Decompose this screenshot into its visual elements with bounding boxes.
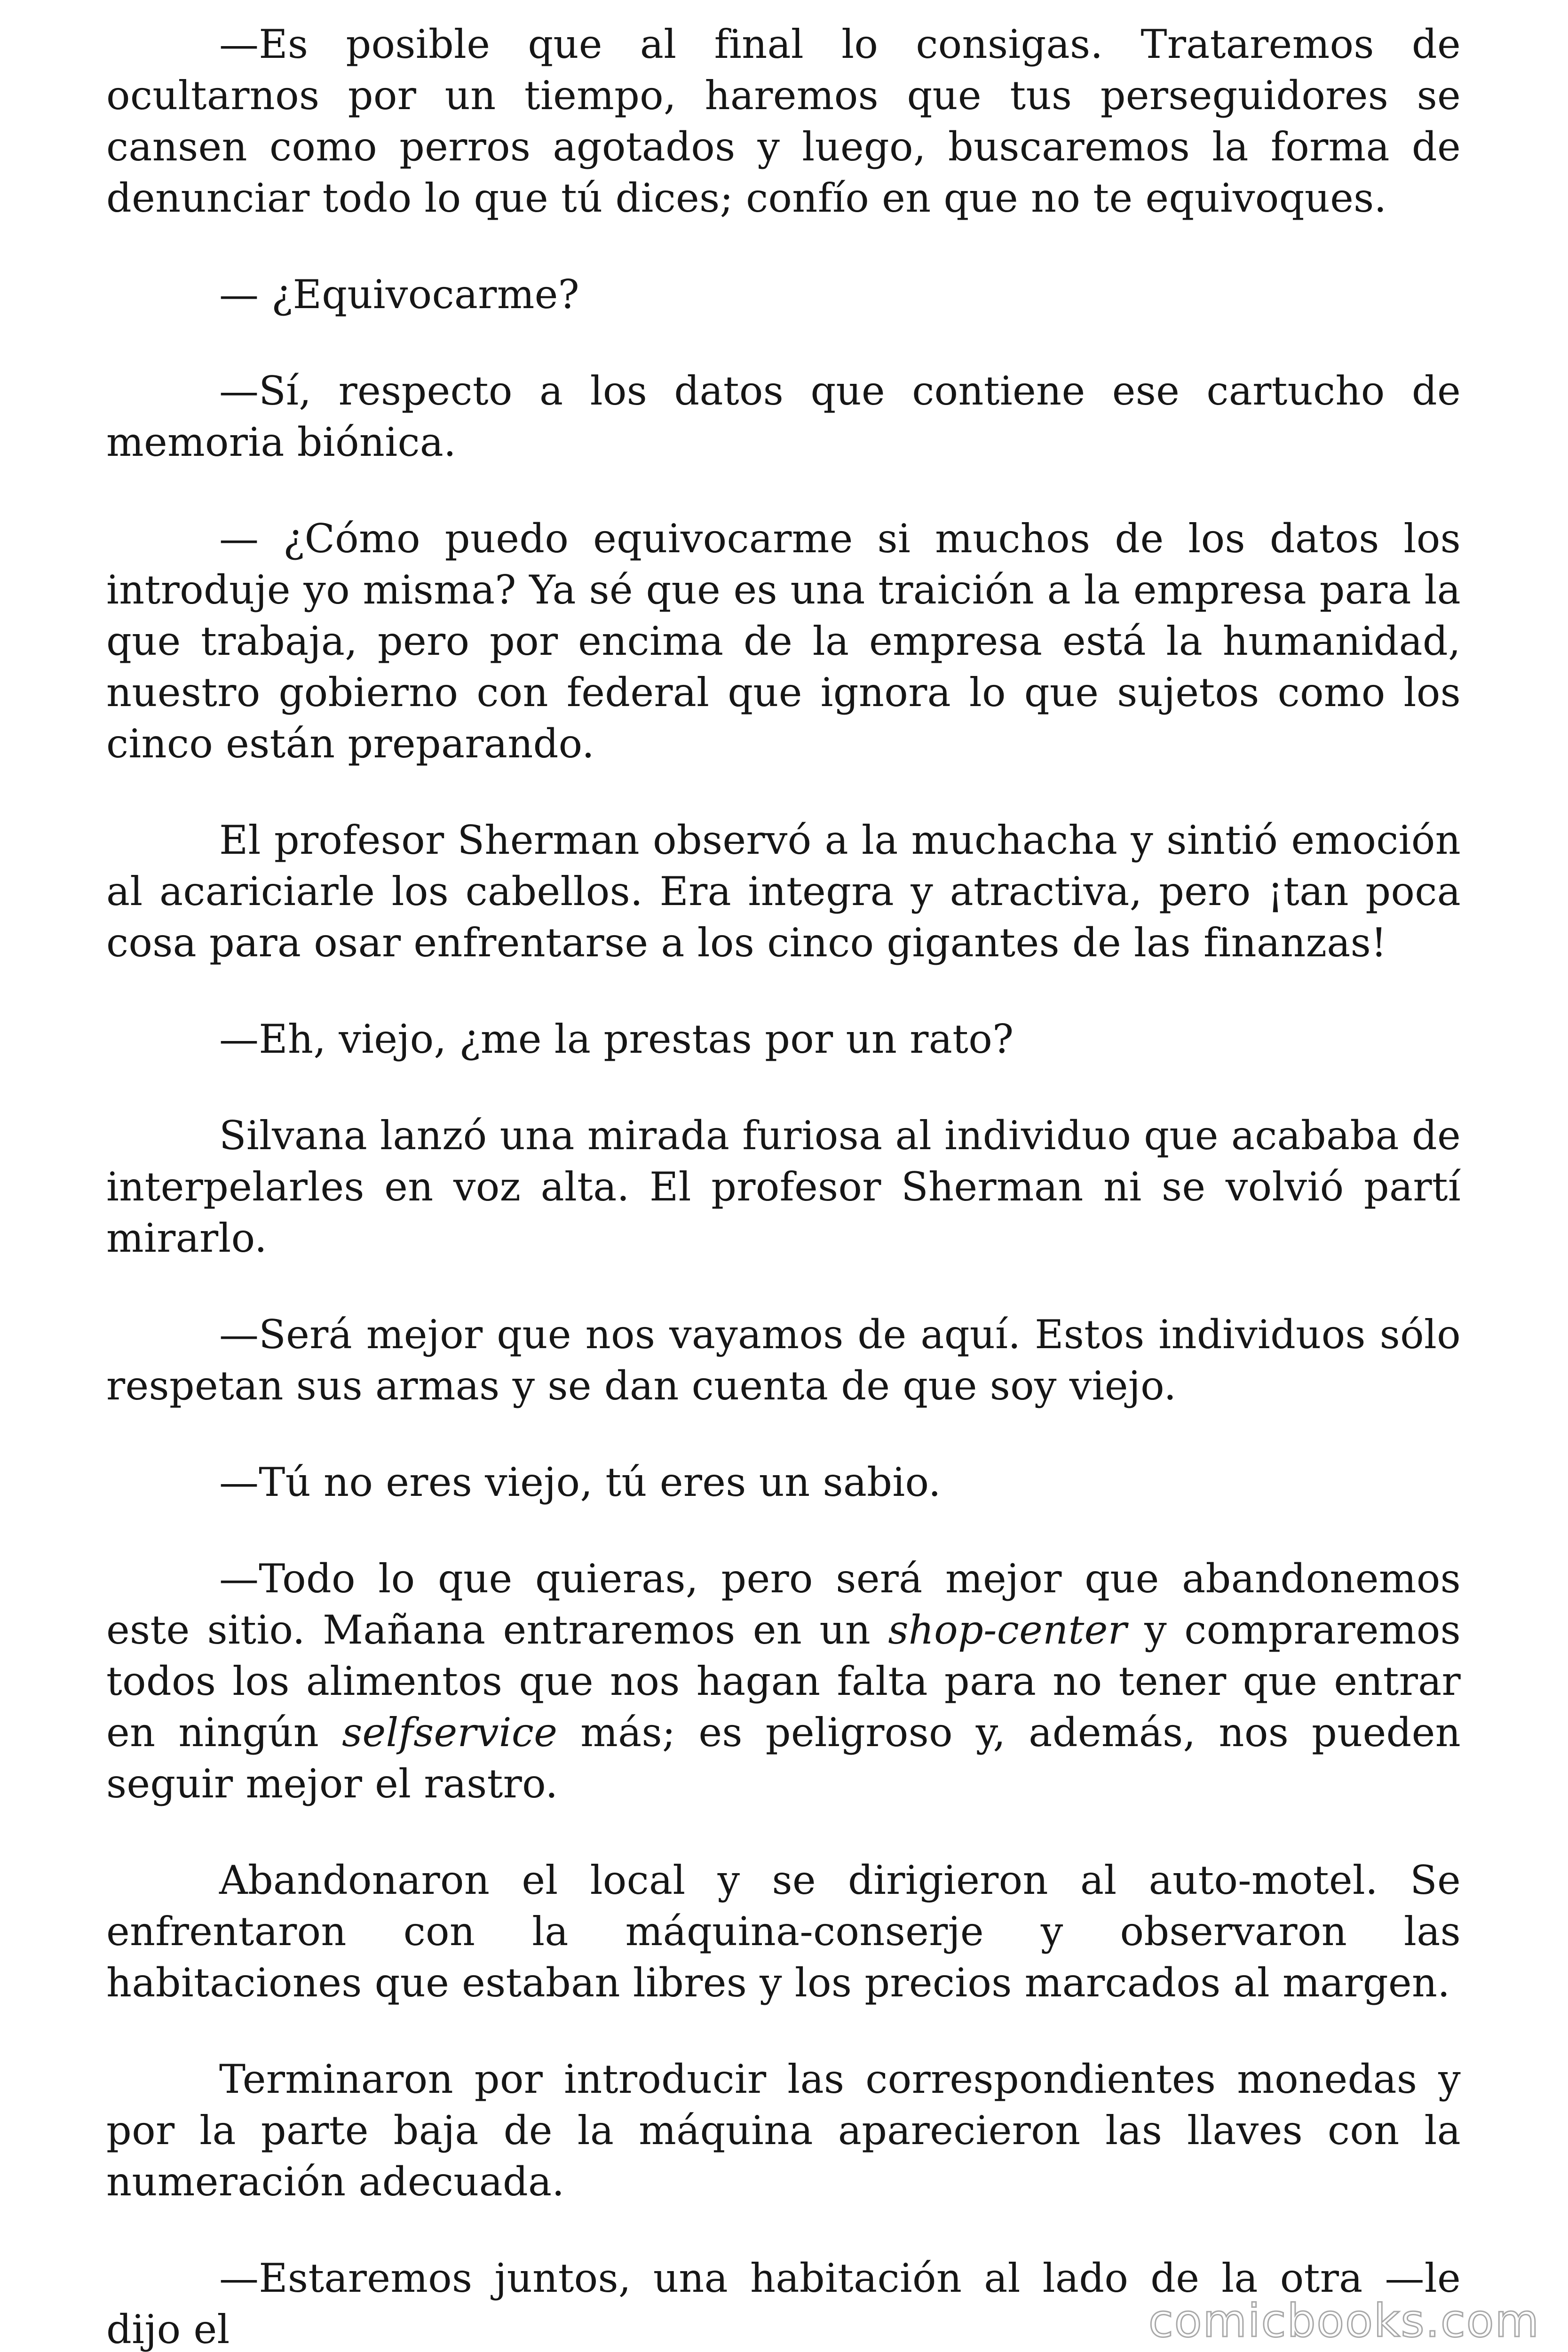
paragraph-12: Terminaron por introducir las correspondientes monedas y por la parte baja de la máquina aparecieron las llaves con la numeración adecuada. <box>106 2056 1461 2205</box>
italic-term-shop-center: shop-center <box>888 1607 1127 1653</box>
paragraph-1: —Es posible que al final lo consigas. Trataremos de ocultarnos por un tiempo, haremos que tus perseguidores se cansen como perros agotados y luego, buscaremos la forma de denunciar todo lo que tú dices; confío en que no te equivoques. <box>106 21 1461 221</box>
italic-term-selfservice: selfservice <box>342 1709 558 1756</box>
watermark: comicbooks.com <box>1148 2295 1540 2347</box>
paragraph-9: —Tú no eres viejo, tú eres un sabio. <box>219 1459 941 1505</box>
paragraph-4: — ¿Cómo puedo equivocarme si muchos de los datos los introduje yo misma? Ya sé que es una traición a la empresa para la que trabaja, pero por encima de la empresa está la humanidad, nuestro gobierno con federal que ignora lo que sujetos como los cinco están preparando. <box>106 516 1461 767</box>
paragraph-7: Silvana lanzó una mirada furiosa al individuo que acababa de interpelarles en voz alta. El profesor Sherman ni se volvió partí mirarlo. <box>106 1112 1461 1261</box>
paragraph-8: —Será mejor que nos vayamos de aquí. Estos individuos sólo respetan sus armas y se dan cuenta de que soy viejo. <box>106 1311 1461 1409</box>
paragraph-10-text-c: más; es peligroso y, además, nos pueden seguir mejor el rastro. <box>106 1709 1461 1807</box>
paragraph-3: —Sí, respecto a los datos que contiene ese cartucho de memoria biónica. <box>106 368 1461 465</box>
paragraph-11: Abandonaron el local y se dirigieron al auto-motel. Se enfrentaron con la máquina-conserje y observaron las habitaciones que estaban libres y los precios marcados al margen. <box>106 1857 1461 2006</box>
paragraph-10-text-b: y compraremos todos los alimentos que nos hagan falta para no tener que entrar en ningún <box>106 1607 1461 1756</box>
paragraph-13: —Estaremos juntos, una habitación al lado de la otra —le dijo el <box>106 2255 1461 2352</box>
paragraph-5: El profesor Sherman observó a la muchacha y sintió emoción al acariciarle los cabellos. Era integra y atractiva, pero ¡tan poca cosa para osar enfrentarse a los cinco gigantes de las finanzas! <box>106 817 1461 966</box>
book-page <box>106 19 1461 2352</box>
paragraph-2: — ¿Equivocarme? <box>219 271 579 318</box>
paragraph-10 <box>106 1553 1461 1810</box>
paragraph-10-text-a: —Todo lo que quieras, pero será mejor que abandonemos este sitio. Mañana entraremos en un <box>106 1556 1461 1653</box>
paragraph-6: —Eh, viejo, ¿me la prestas por un rato? <box>219 1016 1014 1062</box>
